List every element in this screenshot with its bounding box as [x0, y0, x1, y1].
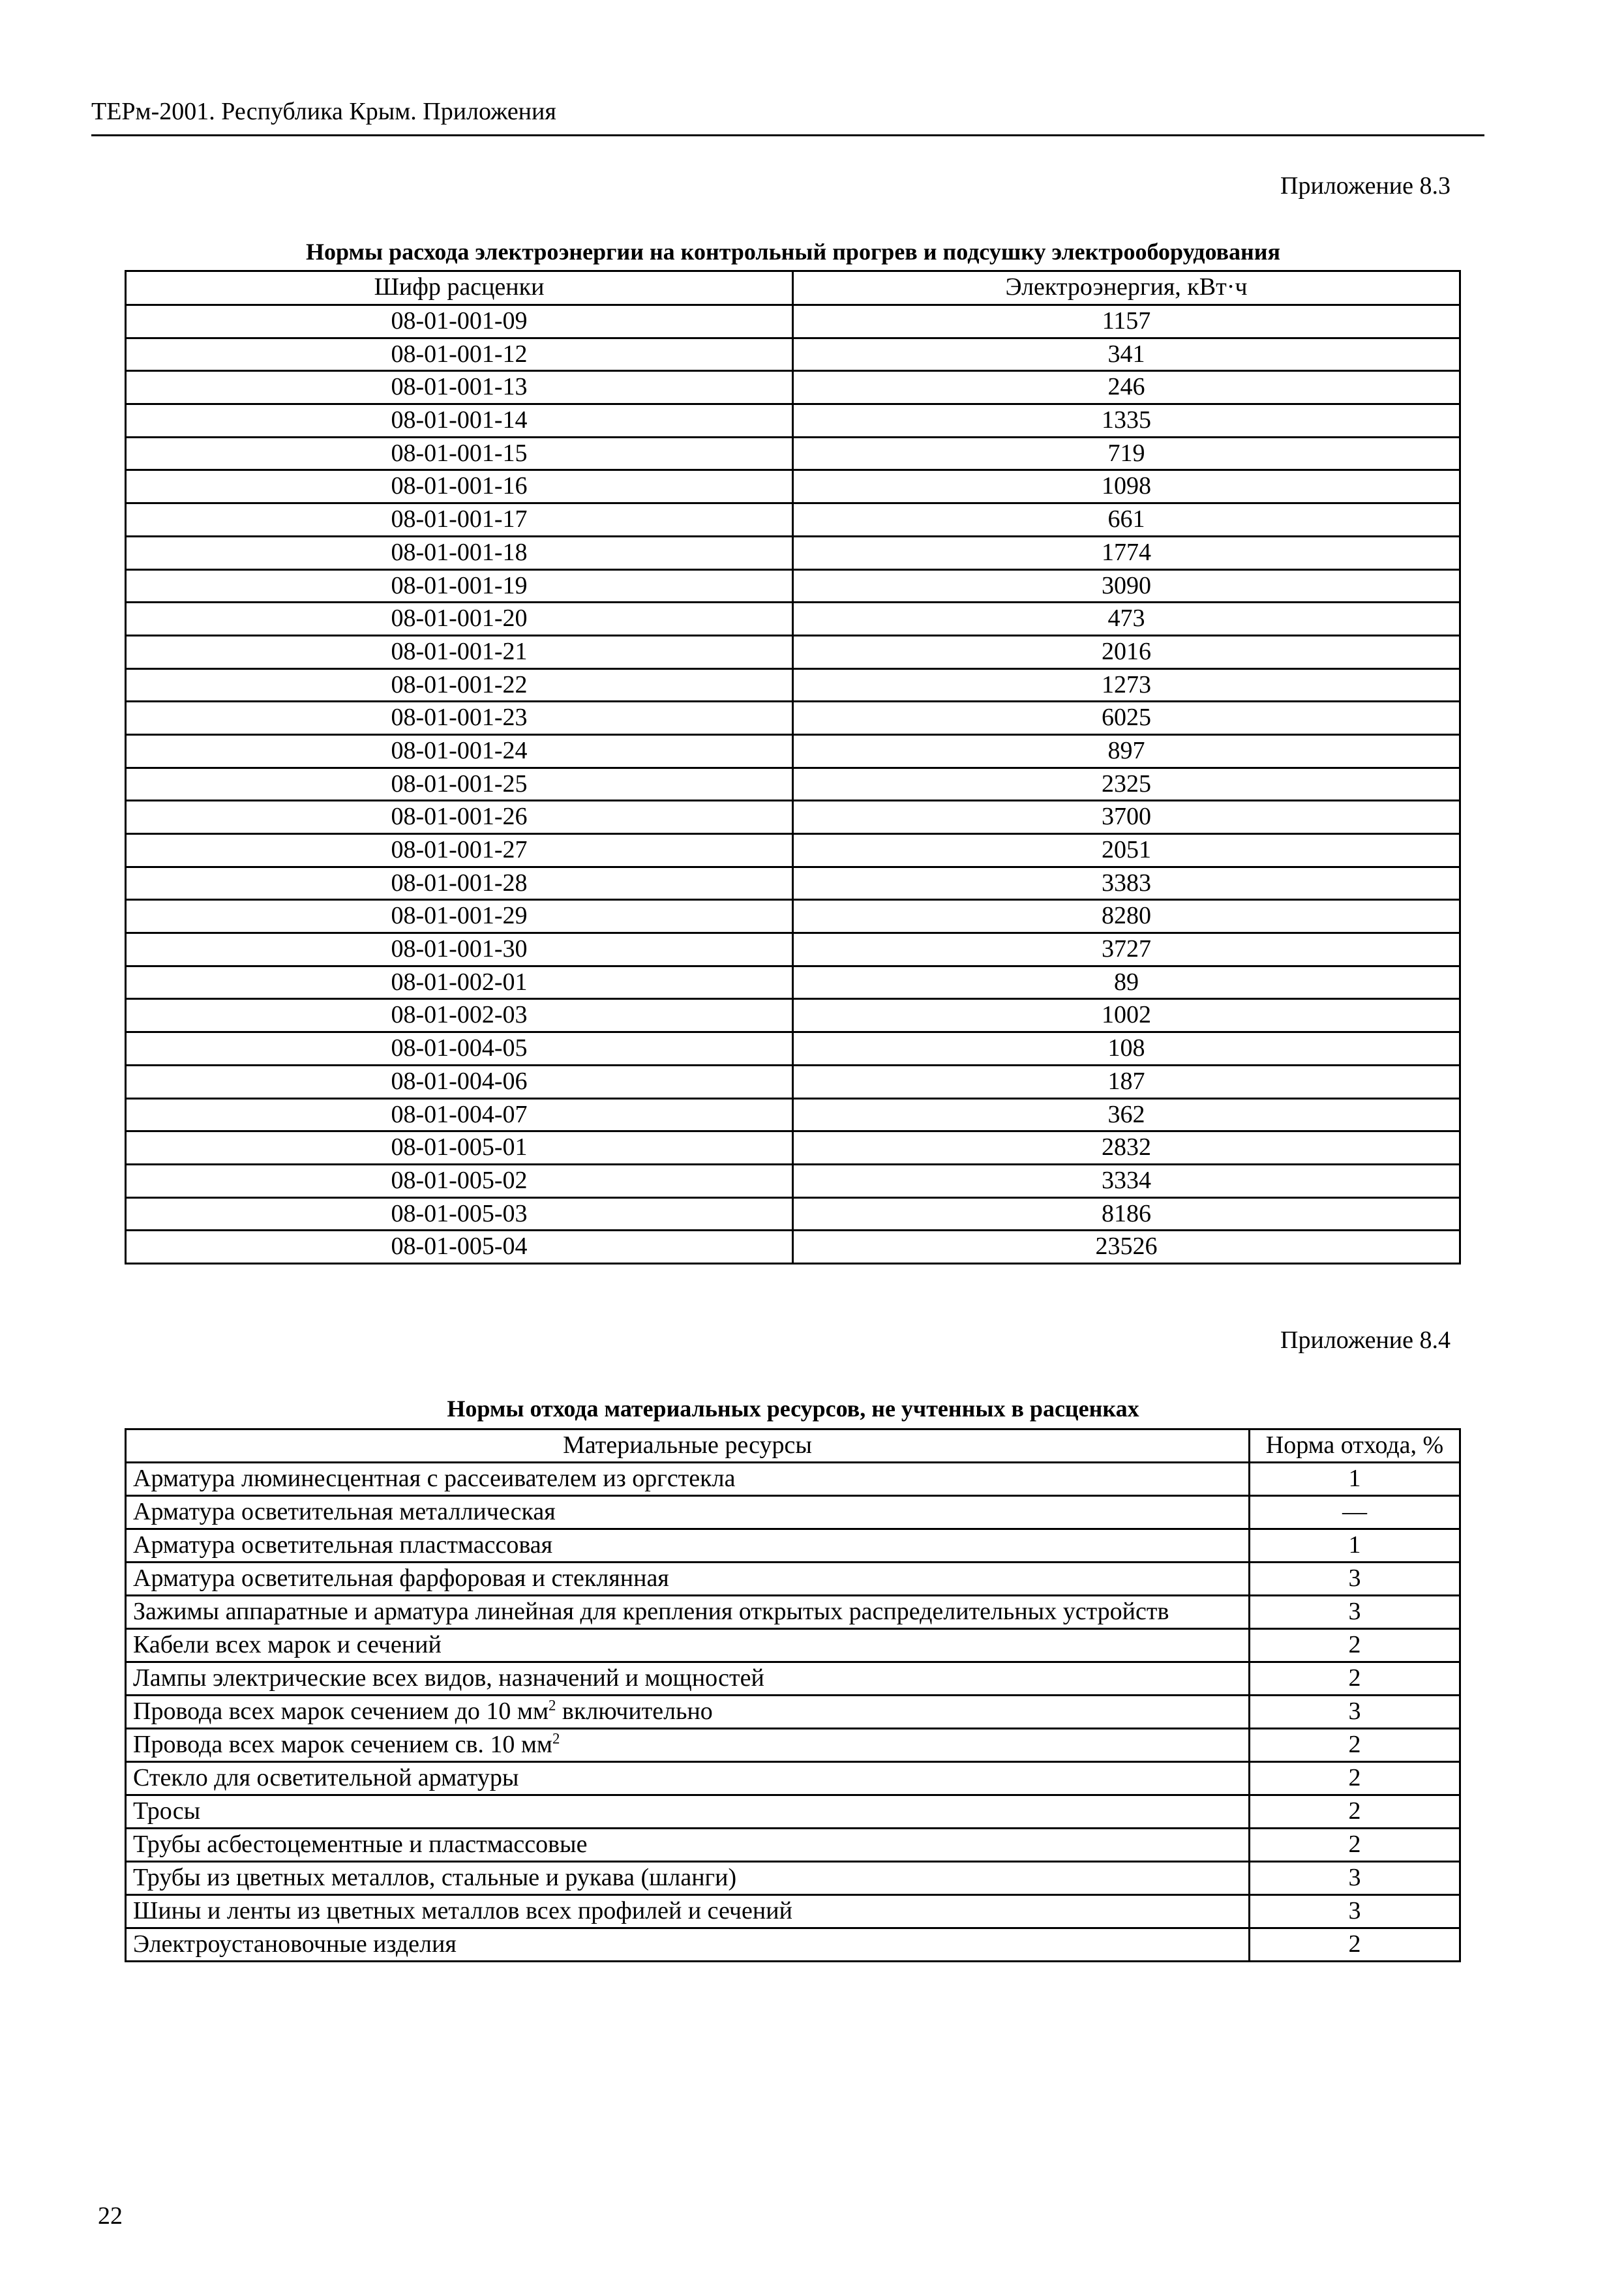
material-resource-cell: [126, 1696, 1250, 1729]
table-row: [126, 338, 1460, 371]
waste-norm-cell: 2: [1250, 1729, 1460, 1762]
table-row: [126, 1496, 1460, 1529]
material-resource-cell: [126, 1928, 1250, 1962]
rate-code-cell: 08-01-001-13: [126, 371, 793, 404]
rate-code-cell: 08-01-001-25: [126, 768, 793, 801]
rate-code-cell: 08-01-004-06: [126, 1065, 793, 1098]
rate-code-cell: 08-01-001-26: [126, 801, 793, 834]
electricity-value-cell: 1002: [793, 999, 1460, 1032]
material-name: Провода всех марок сечением до 10 мм: [133, 1698, 549, 1725]
appendix-8-4-label: Приложение 8.4: [1280, 1326, 1451, 1354]
rate-code-cell: 08-01-001-15: [126, 437, 793, 470]
table-row: [126, 834, 1460, 867]
table-row: [126, 1197, 1460, 1231]
page-header: [91, 97, 1484, 136]
table-row: [126, 1895, 1460, 1928]
electricity-value-cell: 3334: [793, 1164, 1460, 1197]
rate-code-cell: 08-01-001-29: [126, 900, 793, 933]
material-resource-cell: [126, 1762, 1250, 1795]
electricity-value-cell: 2832: [793, 1131, 1460, 1165]
waste-norm-cell: 3: [1250, 1862, 1460, 1895]
material-resource-cell: [126, 1629, 1250, 1662]
material-name: Тросы: [133, 1797, 201, 1825]
material-name: Шины и ленты из цветных металлов всех профилей и сечений: [133, 1897, 792, 1924]
material-resource-cell: [126, 1463, 1250, 1496]
rate-code-cell: 08-01-005-02: [126, 1164, 793, 1197]
table-row: [126, 933, 1460, 966]
rate-code-cell: 08-01-001-30: [126, 933, 793, 966]
table-row: [126, 1696, 1460, 1729]
electricity-value-cell: 8280: [793, 900, 1460, 933]
table-row: [126, 437, 1460, 470]
table-row: [126, 1231, 1460, 1264]
electricity-value-cell: 661: [793, 503, 1460, 537]
electricity-value-cell: 187: [793, 1065, 1460, 1098]
column-header-waste-norm: Норма отхода, %: [1250, 1429, 1460, 1463]
table-row: [126, 1463, 1460, 1496]
table-row: [126, 305, 1460, 338]
table-row: [126, 768, 1460, 801]
material-resource-cell: [126, 1596, 1250, 1629]
table-body: [126, 1463, 1460, 1962]
material-resource-cell: [126, 1662, 1250, 1696]
electricity-value-cell: 89: [793, 966, 1460, 999]
table-row: [126, 1529, 1460, 1563]
electricity-value-cell: 6025: [793, 702, 1460, 735]
table-row: [126, 1032, 1460, 1066]
waste-norm-cell: 3: [1250, 1895, 1460, 1928]
waste-norm-cell: 2: [1250, 1662, 1460, 1696]
material-name: Трубы из цветных металлов, стальные и рукава (шланги): [133, 1864, 737, 1891]
unit-superscript: 2: [549, 1697, 556, 1714]
waste-norm-cell: 2: [1250, 1762, 1460, 1795]
table-row: [126, 867, 1460, 900]
rate-code-cell: 08-01-001-20: [126, 603, 793, 636]
table-row: [126, 1662, 1460, 1696]
table-row: [126, 1629, 1460, 1662]
table-row: [126, 536, 1460, 569]
table-8-3-title: Нормы расхода электроэнергии на контрольный прогрев и подсушку электрооборудования: [305, 239, 1281, 265]
rate-code-cell: 08-01-001-14: [126, 404, 793, 438]
material-resource-cell: [126, 1829, 1250, 1862]
rate-code-cell: 08-01-001-24: [126, 734, 793, 768]
unit-superscript: 2: [552, 1730, 560, 1747]
material-resource-cell: [126, 1895, 1250, 1928]
table-row: [126, 1795, 1460, 1829]
waste-norm-cell: 2: [1250, 1795, 1460, 1829]
table-row: [126, 999, 1460, 1032]
rate-code-cell: 08-01-004-05: [126, 1032, 793, 1066]
electricity-value-cell: 3090: [793, 569, 1460, 603]
waste-norm-cell: 3: [1250, 1563, 1460, 1596]
rate-code-cell: 08-01-001-12: [126, 338, 793, 371]
table-body: [126, 305, 1460, 1264]
material-resource-cell: [126, 1563, 1250, 1596]
table-row: [126, 801, 1460, 834]
table-row: [126, 1065, 1460, 1098]
material-name: Провода всех марок сечением св. 10 мм: [133, 1731, 552, 1758]
rate-code-cell: 08-01-001-17: [126, 503, 793, 537]
electricity-value-cell: 1774: [793, 536, 1460, 569]
table-row: [126, 1596, 1460, 1629]
waste-norm-cell: 2: [1250, 1629, 1460, 1662]
material-name: Трубы асбестоцементные и пластмассовые: [133, 1831, 588, 1858]
electricity-value-cell: 108: [793, 1032, 1460, 1066]
material-name: Арматура осветительная фарфоровая и стеклянная: [133, 1564, 669, 1592]
electricity-value-cell: 2016: [793, 635, 1460, 668]
electricity-value-cell: 246: [793, 371, 1460, 404]
column-header-electricity: Электроэнергия, кВт·ч: [793, 271, 1460, 305]
table-row: [126, 503, 1460, 537]
table-row: [126, 569, 1460, 603]
electricity-value-cell: 3383: [793, 867, 1460, 900]
table-row: [126, 1762, 1460, 1795]
electricity-value-cell: 897: [793, 734, 1460, 768]
table-row: [126, 1928, 1460, 1962]
page-number: 22: [98, 2202, 123, 2230]
table-row: [126, 734, 1460, 768]
table-row: [126, 1862, 1460, 1895]
electricity-value-cell: 719: [793, 437, 1460, 470]
rate-code-cell: 08-01-005-03: [126, 1197, 793, 1231]
material-resource-cell: [126, 1496, 1250, 1529]
rate-code-cell: 08-01-001-22: [126, 668, 793, 702]
electricity-value-cell: 8186: [793, 1197, 1460, 1231]
table-row: [126, 603, 1460, 636]
rate-code-cell: 08-01-001-18: [126, 536, 793, 569]
rate-code-cell: 08-01-001-21: [126, 635, 793, 668]
material-name: Кабели всех марок и сечений: [133, 1631, 442, 1658]
electricity-value-cell: 362: [793, 1098, 1460, 1131]
rate-code-cell: 08-01-005-01: [126, 1131, 793, 1165]
appendix-8-3-label: Приложение 8.3: [1280, 172, 1451, 200]
waste-norm-cell: 3: [1250, 1596, 1460, 1629]
header-title: ТЕРм-2001. Республика Крым. Приложения: [91, 98, 556, 125]
electricity-value-cell: 473: [793, 603, 1460, 636]
electricity-value-cell: 2051: [793, 834, 1460, 867]
material-name: Электроустановочные изделия: [133, 1930, 457, 1958]
rate-code-cell: 08-01-005-04: [126, 1231, 793, 1264]
table-row: [126, 1829, 1460, 1862]
electricity-value-cell: 23526: [793, 1231, 1460, 1264]
electricity-value-cell: 1335: [793, 404, 1460, 438]
table-row: [126, 966, 1460, 999]
electricity-value-cell: 341: [793, 338, 1460, 371]
material-name-suffix: включительно: [556, 1698, 713, 1725]
waste-norm-cell: 2: [1250, 1829, 1460, 1862]
rate-code-cell: 08-01-002-03: [126, 999, 793, 1032]
table-row: [126, 702, 1460, 735]
rate-code-cell: 08-01-002-01: [126, 966, 793, 999]
waste-norm-cell: 1: [1250, 1463, 1460, 1496]
electricity-value-cell: 1157: [793, 305, 1460, 338]
electricity-value-cell: 2325: [793, 768, 1460, 801]
material-waste-norms-table: [125, 1428, 1461, 1962]
electricity-value-cell: 1098: [793, 470, 1460, 503]
electricity-norms-table: [125, 270, 1461, 1264]
rate-code-cell: 08-01-001-28: [126, 867, 793, 900]
electricity-value-cell: 3727: [793, 933, 1460, 966]
waste-norm-cell: —: [1250, 1496, 1460, 1529]
material-name: Лампы электрические всех видов, назначений и мощностей: [133, 1664, 764, 1692]
material-name: Зажимы аппаратные и арматура линейная для крепления открытых распределительных устройств: [133, 1598, 1169, 1625]
material-resource-cell: [126, 1862, 1250, 1895]
electricity-value-cell: 1273: [793, 668, 1460, 702]
rate-code-cell: 08-01-001-09: [126, 305, 793, 338]
column-header-code: Шифр расценки: [126, 271, 793, 305]
rate-code-cell: 08-01-001-19: [126, 569, 793, 603]
material-resource-cell: [126, 1729, 1250, 1762]
material-name: Арматура осветительная пластмассовая: [133, 1531, 553, 1559]
material-name: Арматура осветительная металлическая: [133, 1498, 556, 1525]
rate-code-cell: 08-01-001-27: [126, 834, 793, 867]
waste-norm-cell: 1: [1250, 1529, 1460, 1563]
electricity-value-cell: 3700: [793, 801, 1460, 834]
table-row: [126, 1131, 1460, 1165]
rate-code-cell: 08-01-001-16: [126, 470, 793, 503]
material-resource-cell: [126, 1529, 1250, 1563]
table-row: [126, 1563, 1460, 1596]
table-row: [126, 1098, 1460, 1131]
waste-norm-cell: 2: [1250, 1928, 1460, 1962]
table-row: [126, 404, 1460, 438]
table-row: [126, 900, 1460, 933]
material-name: Арматура люминесцентная с рассеивателем из оргстекла: [133, 1465, 736, 1492]
table-8-4-title: Нормы отхода материальных ресурсов, не учтенных в расценках: [447, 1396, 1139, 1422]
rate-code-cell: 08-01-001-23: [126, 702, 793, 735]
rate-code-cell: 08-01-004-07: [126, 1098, 793, 1131]
table-header-row: [126, 271, 1460, 305]
table-row: [126, 635, 1460, 668]
table-row: [126, 371, 1460, 404]
material-name: Стекло для осветительной арматуры: [133, 1764, 519, 1791]
table-row: [126, 1729, 1460, 1762]
table-row: [126, 1164, 1460, 1197]
table-row: [126, 668, 1460, 702]
waste-norm-cell: 3: [1250, 1696, 1460, 1729]
table-header-row: [126, 1429, 1460, 1463]
column-header-resources: Материальные ресурсы: [126, 1429, 1250, 1463]
table-row: [126, 470, 1460, 503]
material-resource-cell: [126, 1795, 1250, 1829]
